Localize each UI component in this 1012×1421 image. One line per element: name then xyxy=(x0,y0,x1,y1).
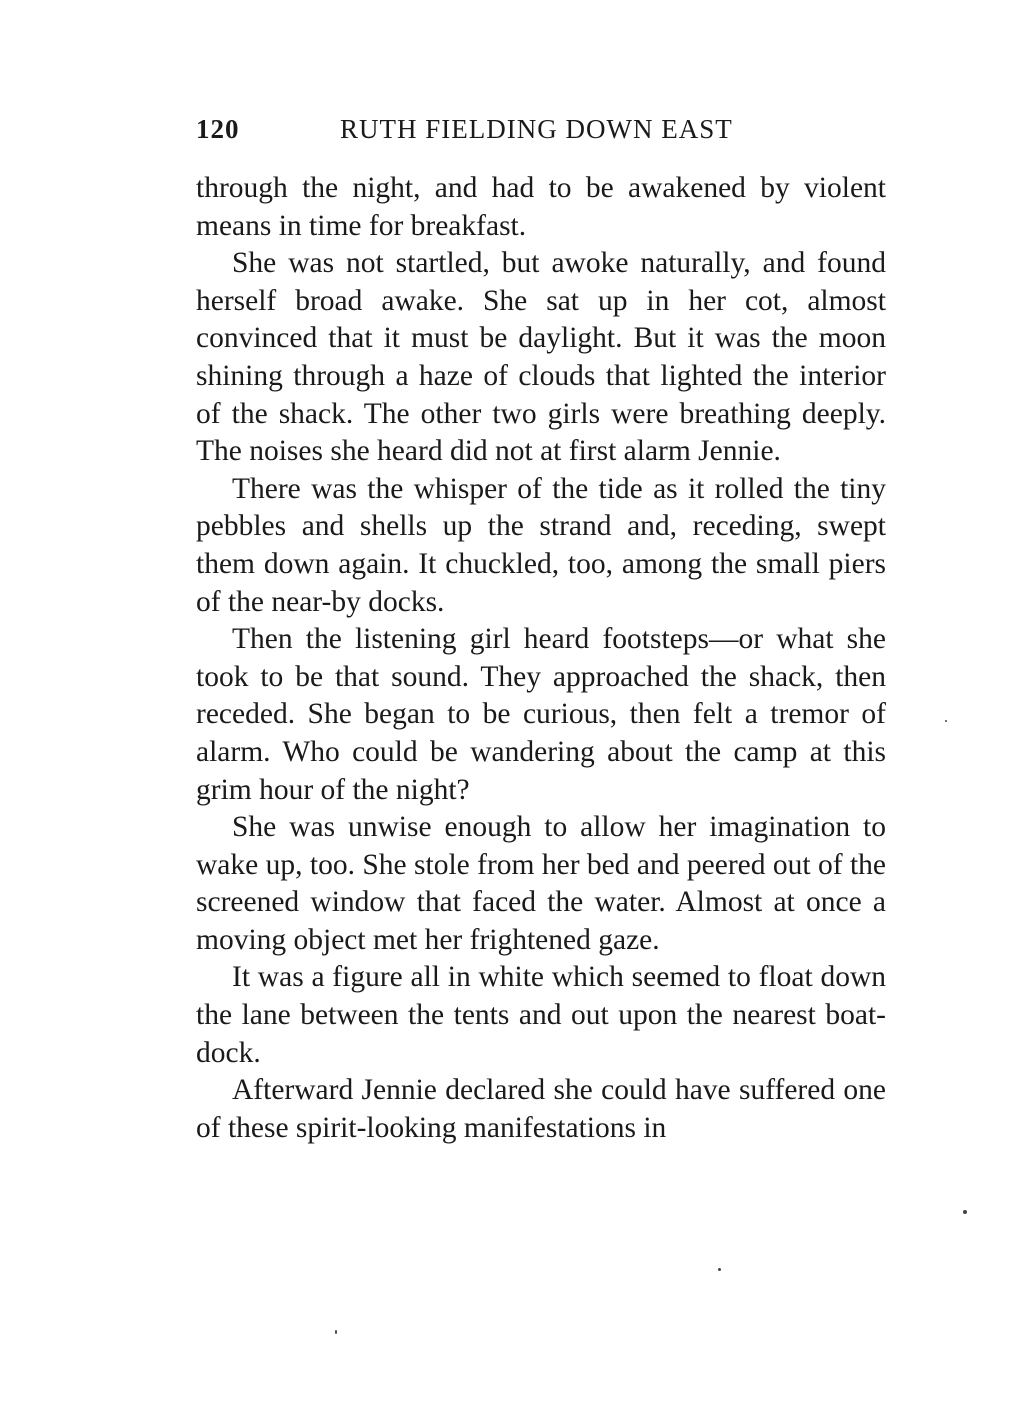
paragraph: She was not startled, but awoke naturally, and found herself broad awake. She sat up in her cot, almost convinced that it must be daylight. But it was the moon shining through a haze of clouds that lighted the interior of the shack. The other two girls were breathing deeply. The noises she heard did not at first alarm Jennie. xyxy=(196,247,886,468)
running-head xyxy=(196,114,886,154)
running-title: RUTH FIELDING DOWN EAST xyxy=(340,114,733,144)
scan-speck xyxy=(963,1210,967,1214)
body-text xyxy=(196,170,886,1147)
paragraph: Then the listening girl heard footsteps—or what she took to be that sound. They approached the shack, then receded. She began to be curious, then felt a tremor of alarm. Who could be wandering about the camp at this grim hour of the night? xyxy=(196,623,886,806)
scan-speck xyxy=(335,1330,337,1334)
paragraph: It was a figure all in white which seemed to float down the lane between the tents and out upon the nearest boat-dock. xyxy=(196,961,886,1069)
paragraph: Afterward Jennie declared she could have suffered one of these spirit-looking manifestations in xyxy=(196,1074,886,1144)
paragraph: She was unwise enough to allow her imagination to wake up, too. She stole from her bed and peered out of the screened window that faced the water. Almost at once a moving object met her frightened gaze. xyxy=(196,811,886,956)
paragraph: There was the whisper of the tide as it rolled the tiny pebbles and shells up the strand and, receding, swept them down again. It chuckled, too, among the small piers of the near-by docks. xyxy=(196,472,886,618)
scan-speck xyxy=(718,1268,721,1271)
scan-speck xyxy=(945,720,947,722)
page-number: 120 xyxy=(196,114,240,144)
paragraph: through the night, and had to be awakened by violent means in time for breakfast. xyxy=(196,172,886,242)
